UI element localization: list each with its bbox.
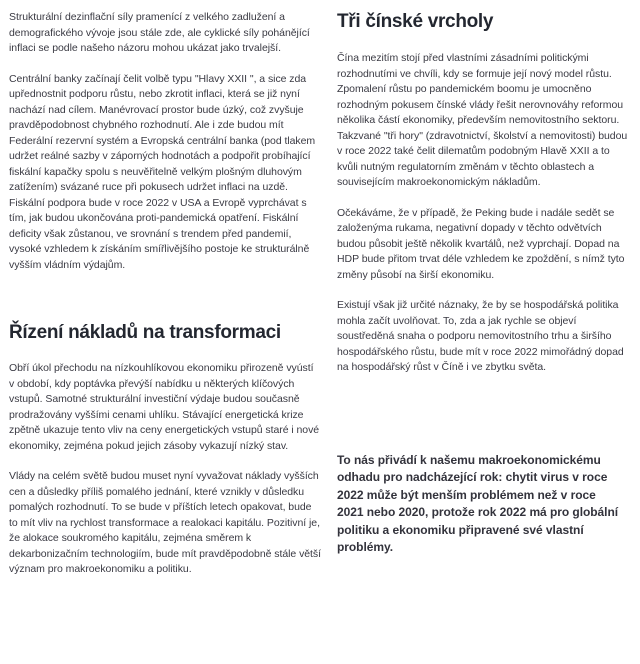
left-paragraph-4: Vlády na celém světě budou muset nyní vyvažovat náklady vyšších cen a důsledky příliš pomalého jednání, které vznikly v důsledku pomalých rozhodnutí. To se bude v příštích letech opakovat, bude to mít vliv na rychlost transformace a realokaci kapitálu. Pozitivní je, že alokace soukromého kapitálu, zejména směrem k dekarbonizačním technologiím, bude mít pravděpodobně stále větší význam pro makroekonomiku a politiku.	[9, 470, 321, 575]
section-heading-transformation-costs: Řízení nákladů na transformaci	[9, 322, 281, 343]
left-paragraph-3: Obří úkol přechodu na nízkouhlíkovou ekonomiku přirozeně vyústí v období, kdy poptávka převýší nabídku u některých klíčových vstupů. Samotné strukturální investiční výdaje budou současně prodražovány vyššími cenami uhlíku. Stávající energetická krize zpětně ukazuje tento vliv na ceny energetických vstupů staré i nové ekonomiky, zejména pokud jejich zásoby vykazují nízký stav.	[9, 362, 320, 452]
right-paragraph-1: Čína mezitím stojí před vlastními zásadními politickými rozhodnutími ve chvíli, kdy se formuje její nový model růstu. Zpomalení růstu po pandemickém boomu je umocněno rozhodným pokusem čínské vlády řešit nerovnováhy reformou několika částí ekonomiky, především nemovitostního sektoru. Takzvané "tři hory" (zdravotnictví, školství a nemovitosti) budou v roce 2022 také čelit dilematům podobným Hlavě XXII a to kvůli nutným regulatorním změnám v těchto oblastech a souvisejícím makroekonomickým nákladům.	[337, 52, 628, 188]
left-paragraph-1: Strukturální dezinflační síly pramenící z velkého zadlužení a demografického vývoje jsou stále zde, ale cyklické síly pohánějící inflaci se podle našeho názoru mohou ukázat jako trvalejší.	[9, 11, 310, 54]
macro-outlook-callout: To nás přivádí k našemu makroekonomickému odhadu pro nadcházející rok: chytit virus v roce 2022 může být menším problémem než v roce 2021 nebo 2020, protože rok 2022 má pro globální politiku a ekonomiku připravené své vlastní problémy.	[337, 452, 619, 554]
left-paragraph-2: Centrální banky začínají čelit volbě typu "Hlavy XXII ", a sice zda upřednostnit podporu růstu, nebo zkrotit inflaci, která se již nyní nachází nad cílem. Manévrovací prostor bude úzký, což zvyšuje pravděpodobnost chybného rozhodnutí. Ale i zde budou mít Federální rezervní systém a Evropská centrální banka (pod tlakem udržet reálné sazby v záporných hodnotách a podpořit probíhající fiskální kapačky spolu s neuvěřitelně velkým plošným dluhovým zatížením) svázané ruce při pokusech udržet inflaci na uzdě. Fiskální podpora bude v roce 2022 v USA a Evropě vyprchávat s tím, jak budou ukončována proti-pandemická opatření. Fiskální deficity však zůstanou, ve srovnání s trendem před pandemií, vysoké vzhledem k získáním smířlivějšího postoje ke strukturálně vyšším vládním výdajům.	[9, 72, 316, 271]
left-column	[9, 10, 321, 664]
right-paragraph-3: Existují však již určité náznaky, že by se hospodářská politika mohla začít uvolňovat. To, zda a jak rychle se objeví soustředěná snaha o podporu nemovitostního trhu a širšího hospodářského růstu, bude mít v roce 2022 mimořádný dopad na hospodářský růst v Číně i ve zbytku světa.	[337, 299, 624, 373]
right-column	[337, 10, 632, 664]
section-heading-three-chinese-peaks: Tři čínské vrcholy	[337, 11, 494, 32]
right-paragraph-2: Očekáváme, že v případě, že Peking bude i nadále sedět se založenýma rukama, negativní dopady v těchto odvětvích budou působit ještě několik kvartálů, než vyprchají. Dopad na HDP bude přitom trvat déle vzhledem ke zpoždění, s nímž tyto změny působí na širší ekonomiku.	[337, 206, 625, 281]
